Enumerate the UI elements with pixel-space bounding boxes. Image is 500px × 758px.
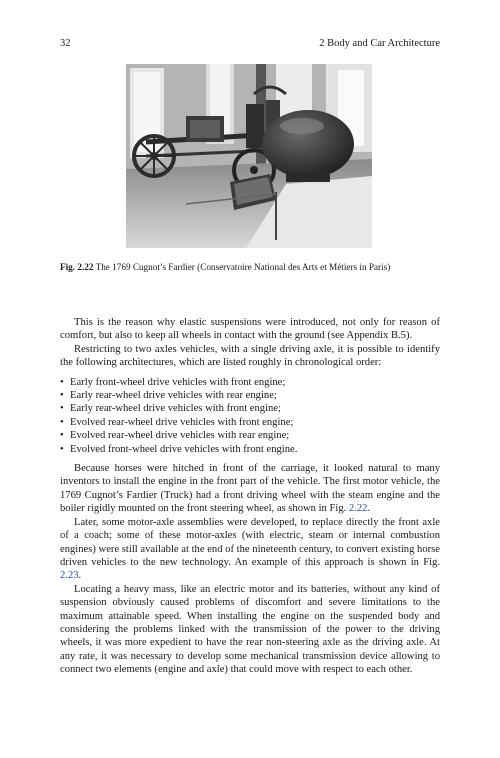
page-number: 32	[60, 38, 71, 49]
paragraph-text: Later, some motor-axle assemblies were developed, to replace directly the front axle of a coach; some of these motor-axles (with electric, steam or internal combustion engines) were still available at the end of the nineteenth century, to convert existing horse driven vehicles to the new technology. An example of this approach is shown in Fig.	[60, 516, 440, 568]
page-header	[60, 38, 440, 52]
bullet-glyph: •	[60, 390, 64, 402]
list-item	[60, 429, 440, 442]
figure-caption-text: The 1769 Cugnot’s Fardier (Conservatoire National des Arts et Métiers in Paris)	[95, 262, 391, 272]
figure-label: Fig. 2.22	[60, 262, 94, 272]
body-text	[60, 316, 440, 677]
figure-caption	[60, 261, 440, 273]
list-item-text: Early front-wheel drive vehicles with front engine;	[70, 376, 286, 388]
paragraph: This is the reason why elastic suspensions were introduced, not only for reason of comfort, but also to keep all wheels in contact with the ground (see Appendix B.5).	[60, 317, 440, 342]
list-item-text: Early rear-wheel drive vehicles with rear engine;	[70, 390, 277, 402]
list-item-text: Evolved front-wheel drive vehicles with front engine.	[70, 443, 298, 455]
list-item	[60, 389, 440, 402]
bullet-glyph: •	[60, 416, 64, 428]
paragraph: Restricting to two axles vehicles, with a single driving axle, it is possible to identify the following architectures, which are listed roughly in chronological order:	[60, 343, 440, 369]
list-item-text: Evolved rear-wheel drive vehicles with rear engine;	[70, 430, 290, 442]
list-item	[60, 443, 440, 456]
list-item-text: Evolved rear-wheel drive vehicles with front engine;	[70, 416, 294, 428]
figure-ref-link[interactable]: 2.23	[60, 570, 79, 582]
paragraph-text: Because horses were hitched in front of the carriage, it looked natural to many inventors to install the engine in the front part of the vehicle. The first motor vehicle, the 1769 Cugnot’s Fardier (Truck) had a front driving wheel with the steam engine and the boiler rigidly mounted on the front steering wheel, as shown in Fig.	[60, 463, 440, 515]
figure-photo-cugnot-fardier	[126, 64, 372, 248]
bullet-glyph: •	[60, 430, 64, 442]
figure-ref-link[interactable]: 2.22	[348, 503, 368, 515]
running-title: 2 Body and Car Architecture	[319, 38, 440, 49]
bullet-glyph: •	[60, 443, 64, 455]
paragraph	[60, 462, 440, 516]
bullet-glyph: •	[60, 403, 64, 415]
list-item	[60, 402, 440, 415]
architecture-list	[60, 376, 440, 456]
paragraph-text-end: .	[78, 570, 82, 582]
paragraph: Locating a heavy mass, like an electric motor and its batteries, without any kind of suspension obviously caused problems of discomfort and severe limitations to the maximum attainable speed. When installing the engine on the suspended body and considering the problems linked with the transmission of the power to the driving wheels, it was more expedient to have the rear non-steering axle as the driving axle. At any rate, it was necessary to develop some mechanical transmission device allowing to connect two elements (engine and axle) that could move with respect to each other.	[60, 583, 440, 676]
list-item	[60, 376, 440, 389]
paragraph	[60, 516, 440, 583]
bullet-glyph: •	[60, 376, 64, 388]
list-item	[60, 416, 440, 429]
paragraph-text-end: .	[367, 503, 371, 515]
list-item-text: Early rear-wheel drive vehicles with front engine;	[70, 403, 281, 415]
